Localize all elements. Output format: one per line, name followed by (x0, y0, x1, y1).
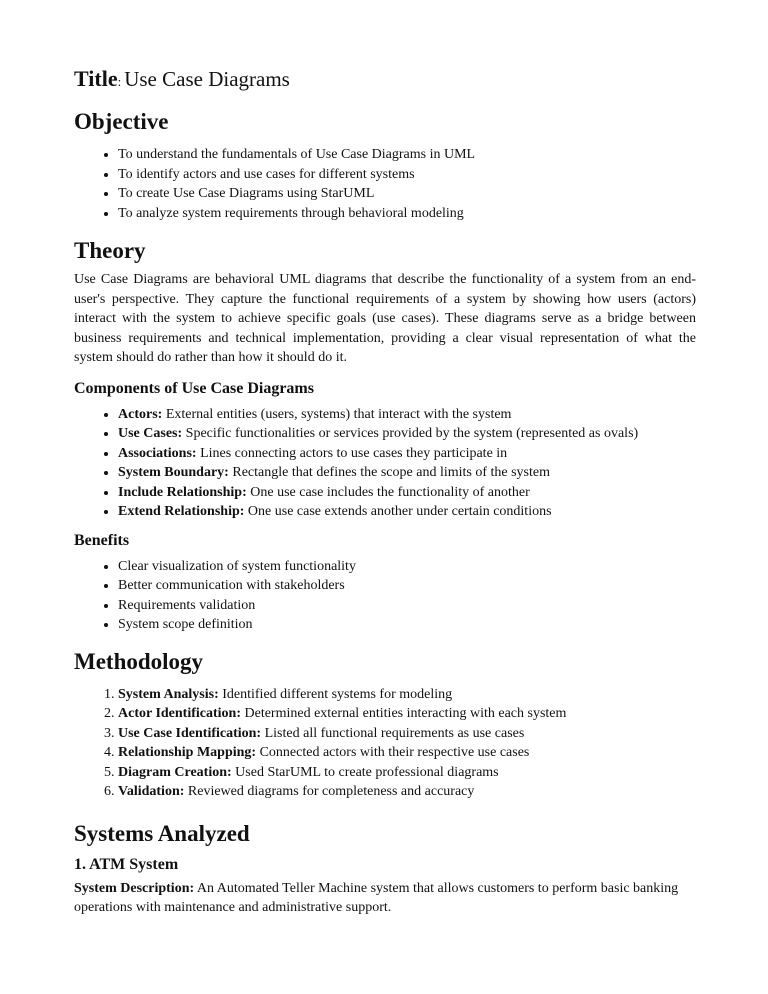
methodology-step (118, 724, 696, 744)
objective-item: • To identify actors and use cases for different systems (118, 165, 696, 185)
components-heading: Components of Use Case Diagrams (74, 379, 314, 397)
component-item (118, 405, 696, 425)
component-item (118, 483, 696, 503)
methodology-step (118, 782, 696, 802)
component-item (118, 463, 696, 483)
component-item (118, 444, 696, 464)
component-term: Include Relationship: (118, 484, 247, 500)
benefits-list (74, 557, 696, 635)
methodology-step (118, 704, 696, 724)
component-desc: External entities (users, systems) that interact with the system (162, 406, 512, 422)
step-desc: Determined external entities interacting with each system (241, 706, 567, 721)
methodology-step (118, 685, 696, 705)
atm-description-label: System Description: (74, 880, 195, 896)
step-term: Validation: (118, 784, 185, 799)
objective-heading: Objective (74, 109, 169, 134)
benefit-item: • Requirements validation (118, 596, 696, 616)
step-term: System Analysis: (118, 686, 219, 702)
methodology-step (118, 743, 696, 763)
step-desc: Connected actors with their respective use cases (256, 745, 530, 760)
methodology-step (118, 763, 696, 783)
step-desc: Used StarUML to create professional diagrams (231, 764, 499, 780)
theory-paragraph: Use Case Diagrams are behavioral UML diagrams that describe the functionality of a system from an end-user's perspective. They capture the functional requirements of a system by showing how users (actors) interact with the system to achieve specific goals (use cases). These diagrams serve as a bridge between business requirements and technical implementation, providing a clear visual representation of what the system should do rather than how it should do it. (74, 272, 696, 365)
objective-list (74, 145, 696, 223)
step-desc: Reviewed diagrams for completeness and accuracy (184, 784, 475, 799)
component-desc: One use case extends another under certain conditions (244, 504, 552, 519)
objective-item: • To analyze system requirements through behavioral modeling (118, 204, 696, 224)
methodology-list (74, 685, 696, 802)
title-colon: : (117, 74, 122, 89)
title-label: Title (74, 66, 118, 91)
atm-description (74, 879, 696, 918)
component-desc: Rectangle that defines the scope and limits of the system (228, 465, 550, 480)
component-item (118, 502, 696, 522)
step-term: Use Case Identification: (118, 725, 262, 741)
theory-heading: Theory (74, 238, 146, 263)
step-desc: Listed all functional requirements as use cases (261, 725, 525, 741)
atm-heading: 1. ATM System (74, 855, 179, 873)
component-term: Actors: (118, 406, 163, 422)
components-list (74, 405, 696, 522)
component-term: Use Cases: (118, 426, 183, 441)
component-desc: Specific functionalities or services provided by the system (represented as ovals) (182, 426, 639, 441)
title-line (74, 64, 696, 94)
component-item (118, 424, 696, 444)
benefit-item: • Better communication with stakeholders (118, 576, 696, 596)
step-term: Actor Identification: (118, 706, 241, 721)
step-term: Relationship Mapping: (118, 745, 257, 760)
objective-item: • To understand the fundamentals of Use Case Diagrams in UML (118, 145, 696, 165)
systems-heading: Systems Analyzed (74, 820, 250, 846)
objective-item: • To create Use Case Diagrams using StarUML (118, 184, 696, 204)
component-term: System Boundary: (118, 465, 229, 480)
document-title: Use Case Diagrams (124, 67, 290, 91)
methodology-heading: Methodology (74, 648, 204, 674)
component-desc: Lines connecting actors to use cases they participate in (196, 445, 508, 461)
benefit-item: • Clear visualization of system functionality (118, 557, 696, 577)
document-content (74, 64, 696, 918)
component-desc: One use case includes the functionality of another (246, 484, 530, 500)
benefits-heading: Benefits (74, 531, 130, 549)
step-desc: Identified different systems for modeling (218, 686, 453, 702)
step-term: Diagram Creation: (118, 764, 232, 780)
component-term: Associations: (118, 445, 197, 461)
component-term: Extend Relationship: (118, 504, 245, 519)
benefit-item: • System scope definition (118, 615, 696, 635)
atm-description-text: An Automated Teller Machine system that allows customers to perform basic banking operations with maintenance and administrative support. (74, 880, 679, 915)
